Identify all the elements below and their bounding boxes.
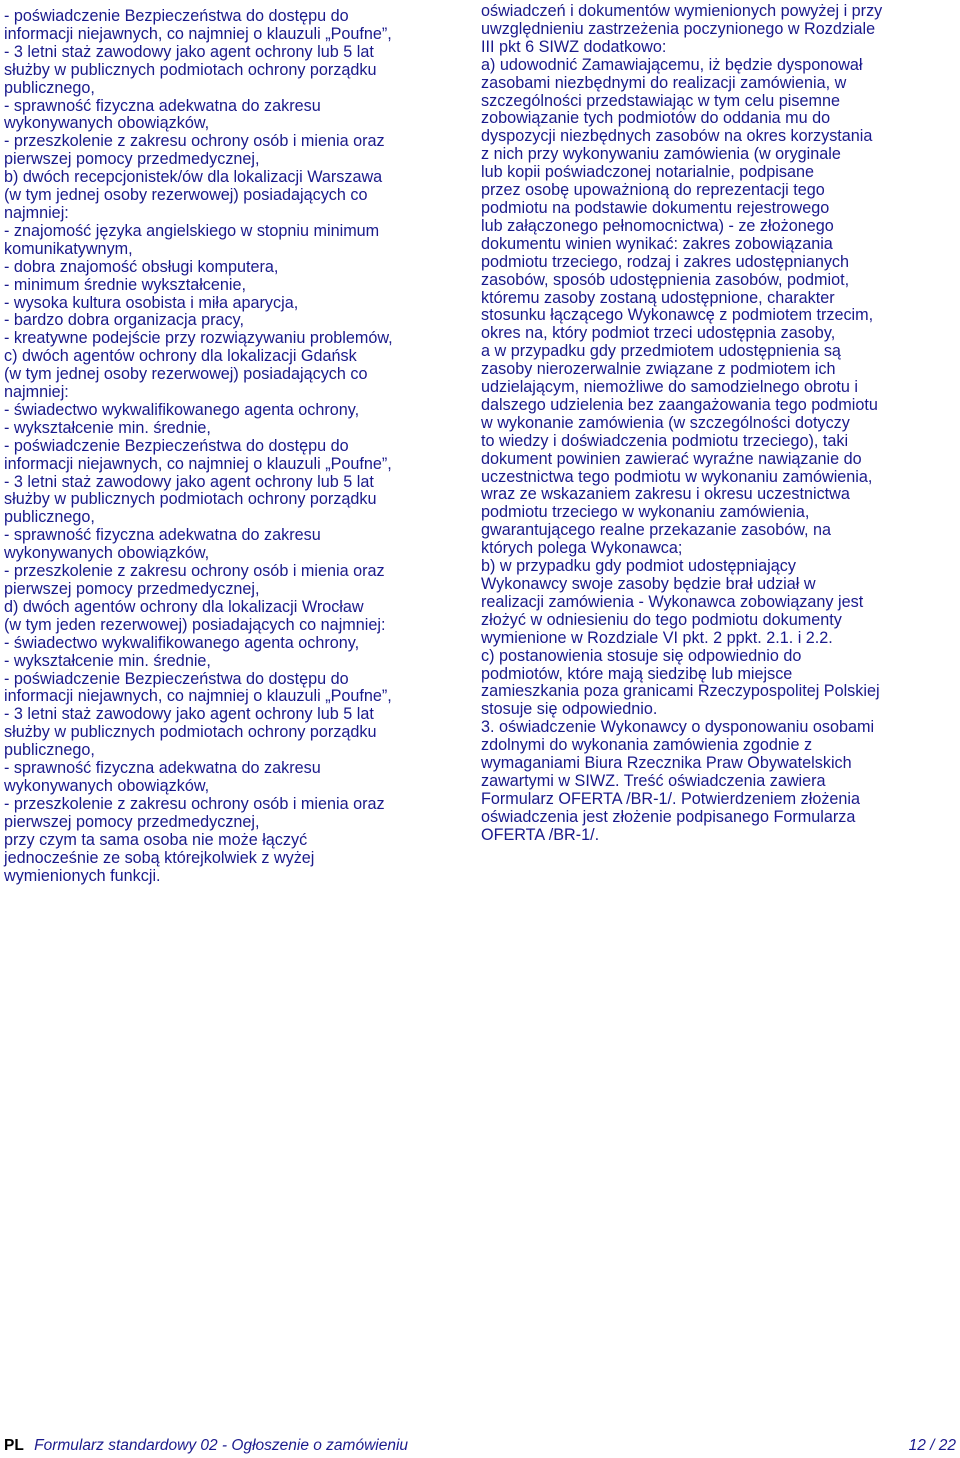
text-line: (w tym jeden rezerwowej) posiadających co najmniej: xyxy=(4,615,386,634)
text-line: - 3 letni staż zawodowy jako agent ochrony lub 5 lat xyxy=(4,705,374,724)
text-line: zdolnymi do wykonania zamówienia zgodnie z xyxy=(481,736,813,755)
text-line: - świadectwo wykwalifikowanego agenta ochrony, xyxy=(4,400,360,419)
text-line: zawartymi w SIWZ. Treść oświadczenia zawiera xyxy=(481,771,826,790)
text-line: - świadectwo wykwalifikowanego agenta ochrony, xyxy=(4,633,360,652)
text-line: b) w przypadku gdy podmiot udostępniający xyxy=(481,557,796,576)
text-line: najmniej: xyxy=(4,383,69,402)
text-line: lub kopii poświadczonej notarialnie, podpisane xyxy=(481,163,814,182)
footer-document-title: Formularz standardowy 02 - Ogłoszenie o zamówieniu xyxy=(34,1437,409,1454)
text-line: pierwszej pomocy przedmedycznej, xyxy=(4,580,260,598)
text-line: - poświadczenie Bezpieczeństwa do dostępu do xyxy=(4,669,349,688)
text-line: - dobra znajomość obsługi komputera, xyxy=(4,257,279,276)
text-line: - przeszkolenie z zakresu ochrony osób i mienia oraz xyxy=(4,132,385,151)
text-line: wraz ze wskazaniem zakresu i okresu uczestnictwa xyxy=(481,485,850,504)
text-line: oświadczenia jest złożenie podpisanego Formularza xyxy=(481,807,856,826)
text-line: a) udowodnić Zamawiającemu, iż będzie dysponował xyxy=(481,55,863,74)
text-line: OFERTA /BR-1/. xyxy=(481,825,600,844)
text-line: służby w publicznych podmiotach ochrony porządku xyxy=(4,723,377,742)
text-line: - sprawność fizyczna adekwatna do zakresu xyxy=(4,759,321,778)
text-line: pierwszej pomocy przedmedycznej, xyxy=(4,150,260,169)
text-line: dalszego udzielenia bez zaangażowania tego podmiotu xyxy=(481,395,878,414)
text-line: pierwszej pomocy przedmedycznej, xyxy=(4,812,260,831)
text-line: któremu zasoby zostaną udostępnione, charakter xyxy=(481,288,835,307)
text-line: zasobów, sposób udostępnienia zasobów, podmiot, xyxy=(481,270,850,289)
text-line: wykonywanych obowiązków, xyxy=(4,776,210,795)
text-line: publicznego, xyxy=(4,78,95,97)
text-line: szczególności przedstawiając w tym celu pisemne xyxy=(481,91,840,110)
text-line: uwzględnieniu zastrzeżenia poczynionego w Rozdziale xyxy=(481,19,876,38)
text-line: c) postanowienia stosuje się odpowiednio do xyxy=(481,646,802,665)
page-footer xyxy=(4,1437,956,1457)
text-line: lub załączonego pełnomocnictwa) - ze złożonego xyxy=(481,216,834,235)
text-line: podmiotów, które mają siedzibę lub miejsce xyxy=(481,664,793,683)
text-line: d) dwóch agentów ochrony dla lokalizacji Wrocław xyxy=(4,597,364,616)
text-line: - przeszkolenie z zakresu ochrony osób i mienia oraz xyxy=(4,562,385,581)
text-line: służby w publicznych podmiotach ochrony porządku xyxy=(4,60,377,79)
text-line: których polega Wykonawca; xyxy=(481,539,683,558)
text-line: III pkt 6 SIWZ dodatkowo: xyxy=(481,37,667,56)
text-line: to wiedzy i doświadczenia podmiotu trzeciego), taki xyxy=(481,431,849,450)
footer-language-code: PL xyxy=(4,1437,24,1454)
text-line: służby w publicznych podmiotach ochrony porządku xyxy=(4,490,377,509)
text-line: wymaganiami Biura Rzecznika Praw Obywatelskich xyxy=(481,754,852,773)
text-line: wykonywanych obowiązków, xyxy=(4,114,210,133)
text-line: podmiotu trzeciego, rodzaj i zakres udostępnianych xyxy=(481,252,850,271)
text-line: - kreatywne podejście przy rozwiązywaniu problemów, xyxy=(4,329,393,348)
text-line: informacji niejawnych, co najmniej o klauzuli „Poufne”, xyxy=(4,687,392,706)
text-line: przy czym ta sama osoba nie może łączyć xyxy=(4,830,308,849)
text-line: - sprawność fizyczna adekwatna do zakresu xyxy=(4,526,321,545)
text-line: realizacji zamówienia - Wykonawca zobowiązany jest xyxy=(481,592,864,611)
right-text-column xyxy=(481,3,959,845)
text-line: - 3 letni staż zawodowy jako agent ochrony lub 5 lat xyxy=(4,42,374,61)
text-line: zasoby nierozerwalnie związane z podmiotem ich xyxy=(481,360,836,379)
text-line: - przeszkolenie z zakresu ochrony osób i mienia oraz xyxy=(4,794,385,813)
text-line: - znajomość języka angielskiego w stopniu minimum xyxy=(4,221,380,240)
text-line: w wykonanie zamówienia (w szczególności dotyczy xyxy=(481,413,850,432)
text-line: stosunku łączącego Wykonawcę z podmiotem trzecim, xyxy=(481,306,874,325)
text-line: dyspozycji niezbędnych zasobów na okres korzystania xyxy=(481,127,873,146)
text-line: zamieszkania poza granicami Rzeczypospolitej Polskiej xyxy=(481,682,880,701)
text-line: (w tym jednej osoby rezerwowej) posiadających co xyxy=(4,186,368,205)
text-line: publicznego, xyxy=(4,741,95,760)
text-line: 3. oświadczenie Wykonawcy o dysponowaniu osobami xyxy=(481,718,875,737)
text-line: dokument powinien zawierać wyraźne nawiązanie do xyxy=(481,449,862,468)
text-line: podmiotu na podstawie dokumentu rejestrowego xyxy=(481,198,830,217)
text-line: z nich przy wykonywaniu zamówienia (w oryginale xyxy=(481,145,841,164)
text-line: udzielającym, niemożliwe do samodzielnego obrotu i xyxy=(481,378,859,397)
footer-page-number: 12 / 22 xyxy=(908,1437,956,1454)
text-line: zasobami niezbędnymi do realizacji zamówienia, w xyxy=(481,73,847,92)
text-line: - wykształcenie min. średnie, xyxy=(4,418,211,437)
left-text-column xyxy=(4,8,474,885)
text-line: informacji niejawnych, co najmniej o klauzuli „Poufne”, xyxy=(4,24,392,43)
text-line: okres na, który podmiot trzeci udostępnia zasoby, xyxy=(481,324,836,343)
text-line: gwarantującego realne przekazanie zasobów, na xyxy=(481,521,832,540)
text-line: Wykonawcy swoje zasoby będzie brał udział w xyxy=(481,575,816,593)
text-line: wymienionych funkcji. xyxy=(4,866,161,885)
text-line: wymienione w Rozdziale VI pkt. 2 ppkt. 2.1. i 2.2. xyxy=(481,628,833,647)
text-line: podmiotu trzeciego w wykonaniu zamówienia, xyxy=(481,503,810,522)
text-line: (w tym jednej osoby rezerwowej) posiadających co xyxy=(4,365,368,384)
text-line: zobowiązanie tych podmiotów do oddania mu do xyxy=(481,109,831,128)
text-line: publicznego, xyxy=(4,508,95,527)
text-line: - poświadczenie Bezpieczeństwa do dostępu do xyxy=(4,7,349,25)
text-line: uczestnictwa tego podmiotu w wykonaniu zamówienia, xyxy=(481,467,873,486)
text-line: dokumentu winien wynikać: zakres zobowiązania xyxy=(481,234,833,253)
text-line: jednocześnie ze sobą którejkolwiek z wyżej xyxy=(4,848,315,867)
text-line: - wysoka kultura osobista i miła aparycja, xyxy=(4,293,299,312)
text-line: złożyć w odniesieniu do tego podmiotu dokumenty xyxy=(481,610,842,629)
text-line: - sprawność fizyczna adekwatna do zakresu xyxy=(4,96,321,115)
text-line: - poświadczenie Bezpieczeństwa do dostępu do xyxy=(4,436,349,455)
text-line: informacji niejawnych, co najmniej o klauzuli „Poufne”, xyxy=(4,454,392,473)
text-line: najmniej: xyxy=(4,203,69,222)
text-line: - bardzo dobra organizacja pracy, xyxy=(4,311,244,330)
text-line: c) dwóch agentów ochrony dla lokalizacji Gdańsk xyxy=(4,347,357,366)
text-line: przez osobę upoważnioną do reprezentacji tego xyxy=(481,181,825,200)
text-line: oświadczeń i dokumentów wymienionych powyżej i przy xyxy=(481,2,883,20)
text-line: stosuje się odpowiednio. xyxy=(481,700,658,719)
text-line: komunikatywnym, xyxy=(4,239,133,258)
text-line: wykonywanych obowiązków, xyxy=(4,544,210,563)
text-line: a w przypadku gdy przedmiotem udostępnienia są xyxy=(481,342,841,361)
text-line: b) dwóch recepcjonistek/ów dla lokalizacji Warszawa xyxy=(4,168,383,187)
text-line: - 3 letni staż zawodowy jako agent ochrony lub 5 lat xyxy=(4,472,374,491)
text-line: - wykształcenie min. średnie, xyxy=(4,651,211,670)
text-line: - minimum średnie wykształcenie, xyxy=(4,275,246,294)
text-line: Formularz OFERTA /BR-1/. Potwierdzeniem złożenia xyxy=(481,789,861,808)
